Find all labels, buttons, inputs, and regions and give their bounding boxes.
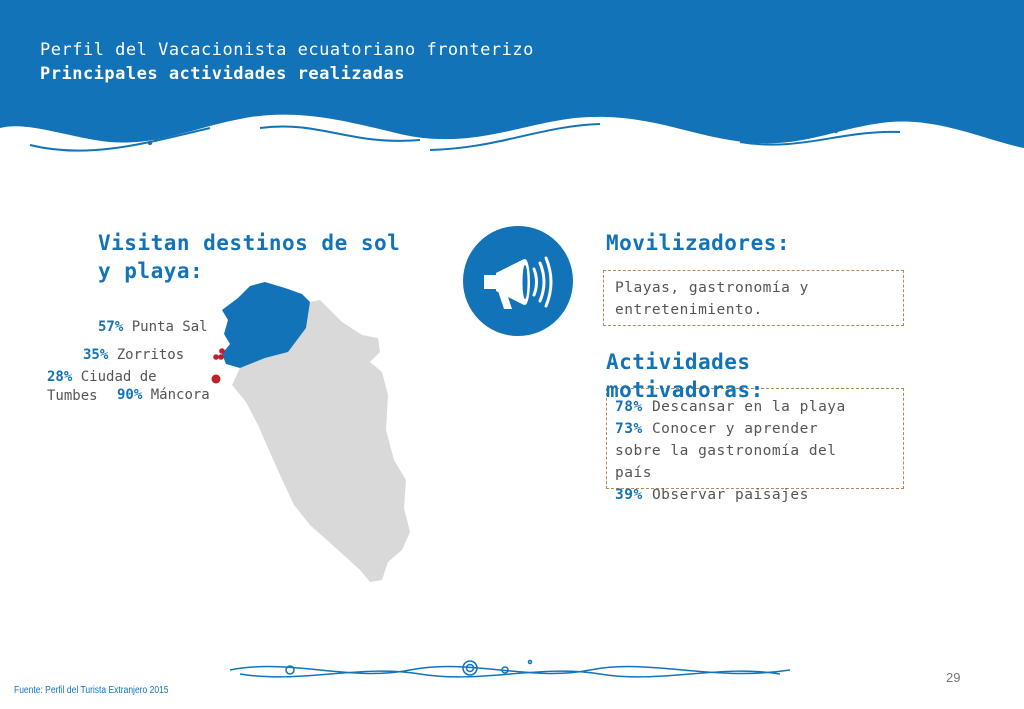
footer-wave-decoration bbox=[230, 650, 790, 692]
actividades-title: Actividades motivadoras: bbox=[606, 350, 764, 402]
movilizadores-text: Playas, gastronomía y entretenimiento. bbox=[615, 280, 809, 318]
destination-punta-sal: 57% Punta Sal bbox=[98, 319, 208, 335]
header-subtitle: Perfil del Vacacionista ecuatoriano fronterizo bbox=[40, 40, 534, 60]
mancora-marker bbox=[212, 375, 221, 384]
destination-zorritos: 35% Zorritos bbox=[83, 347, 185, 363]
movilizadores-title: Movilizadores: bbox=[606, 231, 791, 255]
sol-playa-title: Visitan destinos de sol y playa: bbox=[98, 231, 401, 283]
destination-tumbes-line2: Tumbes bbox=[47, 388, 98, 404]
destination-tumbes: 28% Ciudad de bbox=[47, 369, 157, 385]
zorritos-marker bbox=[213, 354, 219, 360]
activities-list: 78% Descansar en la playa 73% Conocer y aprender sobre la gastronomía del país 39% Observar paisajes bbox=[615, 396, 846, 506]
destination-mancora: 90% Máncora bbox=[117, 387, 210, 403]
tumbes-marker bbox=[218, 354, 224, 360]
activity-item: 39% Observar paisajes bbox=[615, 487, 809, 503]
header-wave-banner bbox=[0, 0, 1024, 175]
page-number: 29 bbox=[946, 670, 961, 685]
source-note: Fuente: Perfil del Turista Extranjero 2015 bbox=[14, 685, 169, 696]
activity-item: 73% Conocer y aprender bbox=[615, 421, 819, 437]
punta-sal-marker bbox=[219, 348, 225, 354]
activity-item: 78% Descansar en la playa bbox=[615, 399, 846, 415]
header-title: Principales actividades realizadas bbox=[40, 64, 405, 84]
peru-ecuador-map bbox=[210, 280, 420, 590]
megaphone-icon bbox=[462, 225, 574, 337]
